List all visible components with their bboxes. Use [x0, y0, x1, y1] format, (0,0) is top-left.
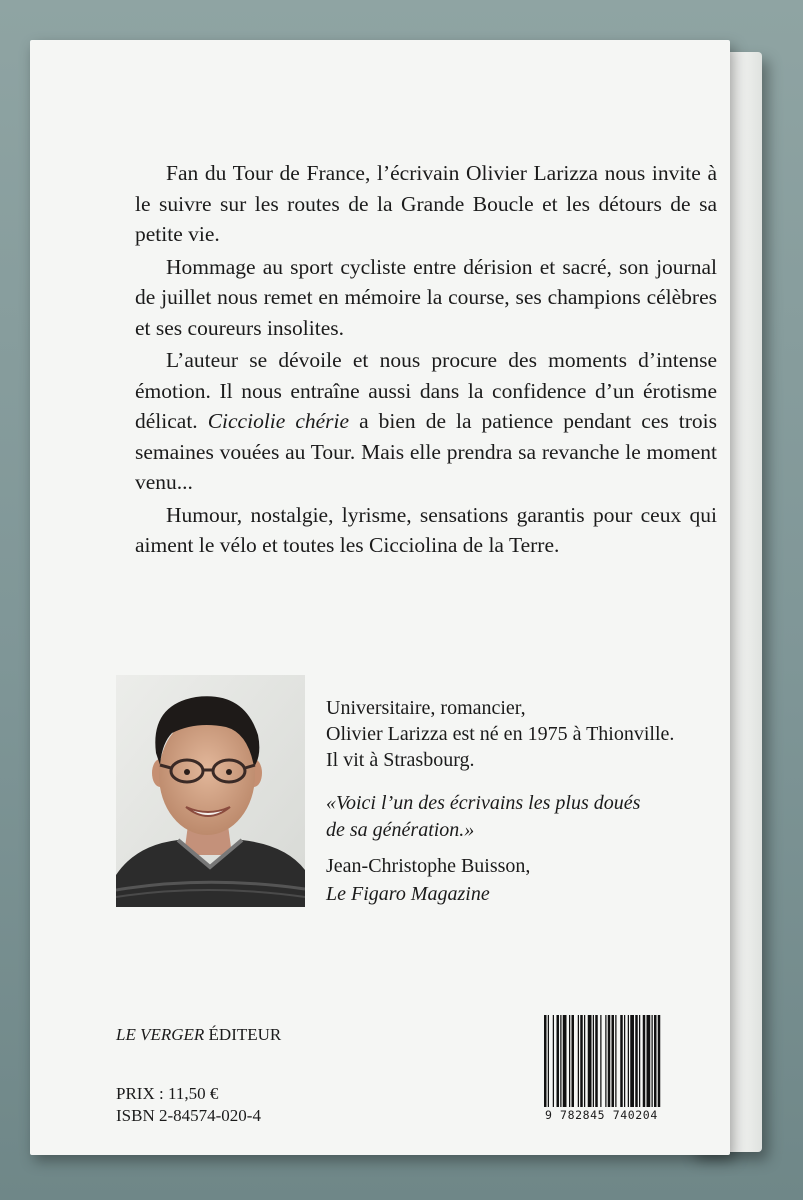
- blurb-paragraph-3: [135, 345, 717, 498]
- attribution-name: Jean-Christophe Buisson,: [326, 855, 531, 877]
- bio-line: Il vit à Strasbourg.: [326, 749, 475, 771]
- quote-attribution: [326, 852, 706, 908]
- blurb-paragraph-2: Hommage au sport cycliste entre dérision et sacré, son journal de juillet nous remet en mémoire la course, ses champions célèbres et ses coureurs insolites.: [135, 254, 717, 340]
- author-bio: [326, 695, 706, 773]
- author-photo: [116, 675, 305, 907]
- quote-line: de sa génération.»: [326, 819, 475, 841]
- publisher-name-rest: ÉDITEUR: [204, 1025, 282, 1044]
- blurb-paragraph-4: Humour, nostalgie, lyrisme, sensations garantis pour ceux qui aiment le vélo et toutes les Cicciolina de la Terre.: [135, 502, 717, 557]
- price-block: [116, 1083, 261, 1127]
- book-back-cover: [30, 40, 730, 1155]
- blurb-paragraph-3-end: a bien de la patience pendant ces trois semaines vouées au Tour. Mais elle prendra sa revanche le moment venu...: [135, 409, 717, 494]
- barcode-icon: [542, 1015, 702, 1107]
- blurb-paragraph-3-start: L’auteur se dévoile et nous procure des moments d’intense émotion. Il nous entraîne aussi dans la confidence d’un érotisme délicat.: [135, 348, 717, 433]
- isbn-line: ISBN 2-84574-020-4: [116, 1106, 261, 1125]
- quote-line: «Voici l’un des écrivains les plus doués: [326, 792, 641, 814]
- press-quote: [326, 790, 706, 844]
- attribution-source: Le Figaro Magazine: [326, 883, 490, 905]
- publisher-name: [116, 1025, 281, 1045]
- bio-line: Olivier Larizza est né en 1975 à Thionville.: [326, 723, 675, 745]
- blurb-italic-title: Cicciolie chérie: [207, 409, 350, 433]
- barcode-digits: 9 782845 740204: [545, 1108, 658, 1122]
- blurb-text: [135, 158, 717, 563]
- publisher-name-italic: LE VERGER: [116, 1025, 205, 1044]
- bio-line: Universitaire, romancier,: [326, 697, 526, 719]
- blurb-paragraph-1: Fan du Tour de France, l’écrivain Olivier Larizza nous invite à le suivre sur les routes de la Grande Boucle et les détours de sa petite vie.: [135, 161, 717, 246]
- price-line: PRIX : 11,50 €: [116, 1084, 219, 1103]
